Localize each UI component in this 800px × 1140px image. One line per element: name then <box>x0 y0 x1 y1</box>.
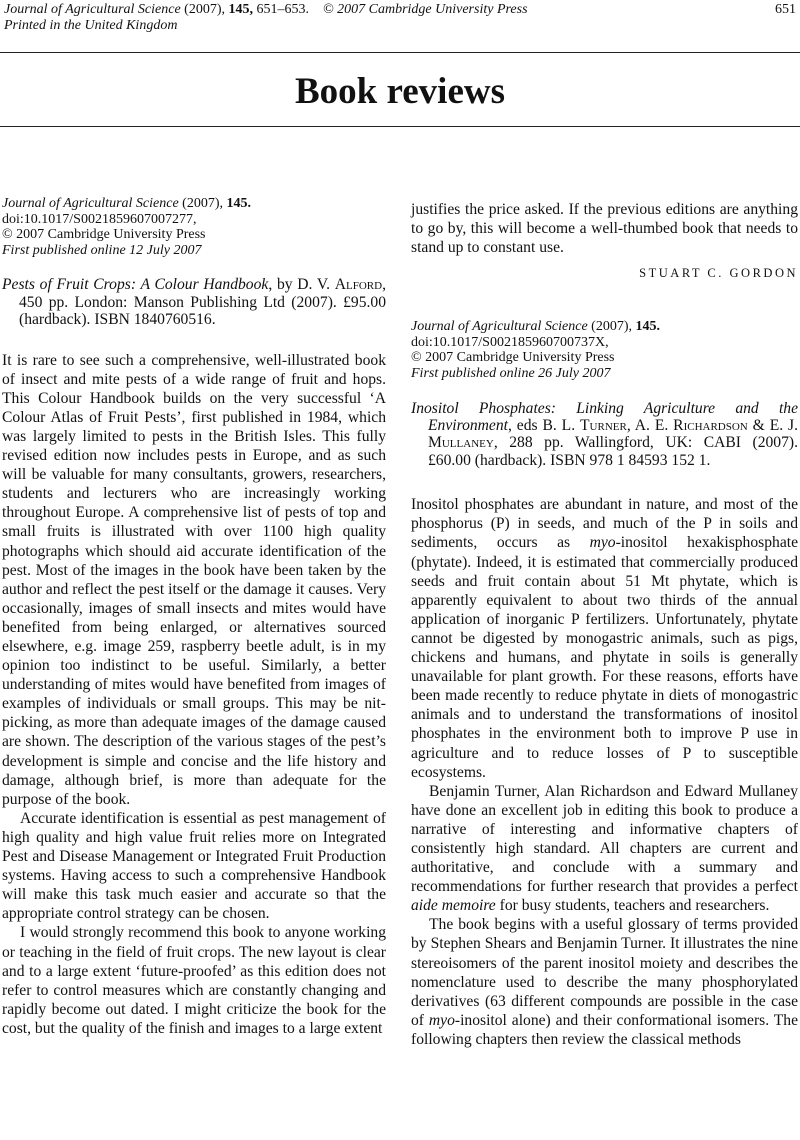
review1-meta: Journal of Agricultural Science (2007), 145. doi:10.1017/S0021859607007277, © 2007 Cambridge University Press First published online 12 July 2007 <box>2 196 251 258</box>
right-column <box>411 200 798 1049</box>
running-header <box>0 0 800 50</box>
section-title: Book reviews <box>294 71 505 112</box>
review1-citation: Pests of Fruit Crops: A Colour Handbook, by D. V. Alford, 450 pp. London: Manson Publishing Ltd (2007). £95.00 (hardback). ISBN 1840760516. <box>2 276 386 329</box>
review1-paragraph-1: It is rare to see such a comprehensive, well-illustrated book of insect and mite pests of a wide range of fruit and hops. This Colour Handbook builds on the very successful ‘A Colour Atlas of Fruit Pests’, first published in 1984, which was largely limited to pests in the British Isles. This fully revised edition now includes pests in Europe, and as such will be valuable for many consultants, growers, researchers, students and lecturers who are increasingly working throughout Europe. A comprehensive list of pests of top and small fruits is illustrated with over 1100 high quality photographs which should aid accurate identification of the pest. Most of the images in the book have been taken by the author and reflect the pest itself or the damage it causes. Very occasionally, images of small insects and mites would have benefited from being enlarged, or alternatives sourced elsewhere, e.g. image 259, raspberry beetle adult, is in my opinion too indistinct to be useful. Similarly, a better understanding of mites would have benefited from images of examples of individuals or small groups. This may be nit-picking, as more than adequate images of the damage caused are shown. The description of the various stages of the pest’s development is simple and concise and the life history and damage, although brief, is more than adequate for the purpose of the book. <box>2 351 386 808</box>
journal-citation-line: Journal of Agricultural Science (2007), 145, 651–653. © 2007 Cambridge University Press <box>4 2 528 17</box>
reviewer-signature: STUART C. GORDON <box>639 266 798 281</box>
review1-paragraph-2: Accurate identification is essential as pest management of high quality and high value fruit relies more on Integrated Pest and Disease Management or Integrated Fruit Production systems. Having access to such a comprehensive Handbook will make this task much easier and accurate so that the appropriate control strategy can be chosen. <box>2 809 386 923</box>
review2-meta: Journal of Agricultural Science (2007), 145. doi:10.1017/S002185960700737X, © 2007 Cambridge University Press First published online 26 July 2007 <box>411 319 660 382</box>
review2-paragraph-1: Inositol phosphates are abundant in nature, and most of the phosphorus (P) in seeds, and much of the P in soils and sediments, occurs as myo-inositol hexakisphosphate (phytate). Indeed, it is estimated that commercially produced seeds and fruit contain about 51 Mt phytate, which is apparently equivalent to about two thirds of the annual application of inorganic P fertilizers. Unfortunately, phytate cannot be digested by monogastric animals, such as pigs, chickens and humans, and phytate in soils is generally unavailable for plant growth. For these reasons, efforts have been made recently to reduce phytate in diets of monogastric animals and to understand the transformations of inositol phosphates in the environment both to improve P use in agriculture and to reduce losses of P to susceptible ecosystems. <box>411 496 798 781</box>
left-column <box>2 196 386 1038</box>
header-rule-bottom <box>0 126 800 127</box>
printed-in: Printed in the United Kingdom <box>4 18 178 33</box>
header-rule-top <box>0 52 800 53</box>
review2-paragraph-2: Benjamin Turner, Alan Richardson and Edward Mullaney have done an excellent job in editing this book to produce a narrative of interesting and informative chapters of consistently high standard. All chapters are current and authoritative, and conclude with a summary and recommendations for further research that provides a perfect aide memoire for busy students, teachers and researchers. <box>411 782 798 915</box>
page-number: 651 <box>775 2 796 17</box>
review2-citation: Inositol Phosphates: Linking Agriculture and the Environment, eds B. L. Turner, A. E. Richardson & E. J. Mullaney, 288 pp. Wallingford, UK: CABI (2007). £60.00 (hardback). ISBN 978 1 84593 152 1. <box>411 399 798 469</box>
review1-paragraph-3: I would strongly recommend this book to anyone working or teaching in the field of fruit crops. The new layout is clear and to a large extent ‘future-proofed’ as this edition does not refer to control measures which are constantly changing and rapidly become out dated. I might criticize the book for the cost, but the quality of the finish and images to a large extent <box>2 924 386 1037</box>
review1-paragraph-3-continued: justifies the price asked. If the previous editions are anything to go by, this will become a well-thumbed book that needs to stand up to constant use. <box>411 201 798 257</box>
review2-paragraph-3: The book begins with a useful glossary of terms provided by Stephen Shears and Benjamin Turner. It illustrates the nine stereoisomers of the parent inositol moiety and describes the nomenclature used to describe the many phosphorylated derivatives (63 different compounds are possible in the case of myo-inositol alone) and their conformational isomers. The following chapters then review the classical methods <box>411 916 798 1048</box>
